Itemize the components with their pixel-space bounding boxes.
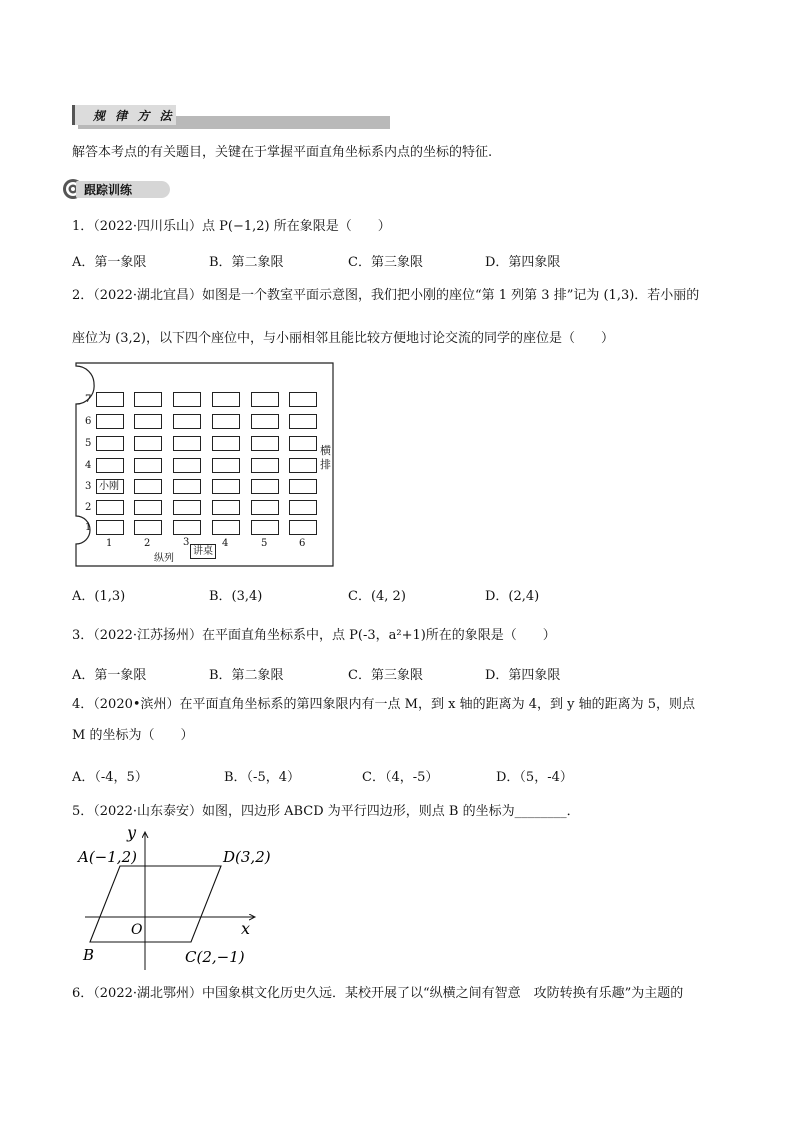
q3-option-d: D．第四象限 (485, 668, 561, 683)
seat (289, 520, 317, 535)
horizontal-row-label-2: 排 (320, 458, 331, 471)
seat (134, 500, 162, 515)
seat (134, 520, 162, 535)
seat (289, 458, 317, 473)
seat (173, 479, 201, 494)
q4-line-1: 4．（2020•滨州）在平面直角坐标系的第四象限内有一点 M，到 x 轴的距离为 4，到 y 轴的距离为 5，则点 (72, 697, 695, 712)
q4-line-2: M 的坐标为（ ） (72, 728, 194, 743)
seat (96, 392, 124, 407)
seat (251, 500, 279, 515)
column-axis-label: 纵列 (154, 553, 174, 564)
section-banner (72, 105, 390, 129)
q4-option-d: D．（5，-4） (496, 770, 573, 785)
q2-option-b: B．(3,4) (209, 589, 263, 604)
parallelogram-abcd (90, 866, 221, 942)
seat (251, 520, 279, 535)
seat (212, 436, 240, 451)
label-x-axis: x (241, 919, 251, 938)
q2-option-c: C．(4, 2) (348, 589, 406, 604)
q1-option-b: B．第二象限 (209, 255, 284, 270)
parallelogram-figure (75, 822, 285, 972)
q4-option-a: A．（-4，5） (72, 770, 148, 785)
banner-tab (72, 105, 176, 125)
q3-option-c: C．第三象限 (348, 668, 423, 683)
row-label: 6 (85, 416, 92, 427)
seat (212, 479, 240, 494)
seat (212, 414, 240, 429)
seat (289, 479, 317, 494)
q6-text: 6．（2022·湖北鄂州）中国象棋文化历史久远．某校开展了以“纵横之间有智意 攻防转换有乐趣”为主题的 (72, 986, 684, 1001)
seat (251, 414, 279, 429)
q3-option-b: B．第二象限 (209, 668, 284, 683)
seat (173, 414, 201, 429)
practice-banner (62, 178, 172, 200)
label-a: A(−1,2) (78, 848, 137, 866)
column-label: 2 (144, 538, 151, 549)
seat (251, 436, 279, 451)
row-label: 3 (85, 481, 92, 492)
lecture-desk: 讲桌 (190, 544, 216, 559)
seat (251, 458, 279, 473)
seat (134, 436, 162, 451)
label-origin: O (131, 922, 143, 938)
seat-xiaogang: 小刚 (96, 479, 124, 494)
q4-option-c: C．（4，-5） (362, 770, 439, 785)
seat (96, 458, 124, 473)
column-label: 4 (222, 538, 229, 549)
seat (251, 479, 279, 494)
seat (289, 414, 317, 429)
q2-option-a: A．(1,3) (72, 589, 126, 604)
q2-option-d: D．(2,4) (485, 589, 540, 604)
row-label: 4 (85, 460, 92, 471)
label-b: B (83, 946, 95, 964)
classroom-figure (74, 362, 335, 568)
seat (96, 500, 124, 515)
seat (173, 392, 201, 407)
seat (134, 392, 162, 407)
row-label: 5 (85, 438, 92, 449)
label-d: D(3,2) (223, 848, 271, 866)
seat (96, 436, 124, 451)
seat (96, 520, 124, 535)
seat (134, 414, 162, 429)
seat (212, 458, 240, 473)
seat (134, 458, 162, 473)
seat (212, 392, 240, 407)
q2-line-1: 2．（2022·湖北宜昌）如图是一个教室平面示意图，我们把小刚的座位“第 1 列第 3 排”记为 (1,3)．若小丽的 (72, 288, 700, 303)
seat (173, 458, 201, 473)
seat (173, 520, 201, 535)
seat (173, 500, 201, 515)
q2-line-2: 座位为 (3,2)，以下四个座位中，与小丽相邻且能比较方便地讨论交流的同学的座位是（ ） (72, 331, 614, 346)
seat (251, 392, 279, 407)
section-banner-title: 规 律 方 法 (93, 109, 175, 123)
seat (212, 500, 240, 515)
seat (212, 520, 240, 535)
row-label: 7 (85, 394, 92, 405)
seat (289, 436, 317, 451)
seat (289, 500, 317, 515)
q1-option-d: D．第四象限 (485, 255, 561, 270)
q1-option-c: C．第三象限 (348, 255, 423, 270)
q3-option-a: A．第一象限 (72, 668, 147, 683)
q1-option-a: A．第一象限 (72, 255, 147, 270)
q3-text: 3．（2022·江苏扬州）在平面直角坐标系中，点 P(-3，a²+1)所在的象限是（ ） (72, 628, 556, 643)
seat (96, 414, 124, 429)
row-label: 1 (85, 522, 92, 533)
column-label: 3 (183, 537, 190, 548)
q5-text: 5．（2022·山东泰安）如图，四边形 ABCD 为平行四边形，则点 B 的坐标为________． (72, 804, 580, 819)
practice-banner-title: 跟踪训练 (84, 183, 133, 197)
column-label: 1 (106, 538, 113, 549)
horizontal-row-label-1: 横 (320, 444, 331, 457)
coordinate-plane (75, 822, 285, 972)
row-label: 2 (85, 502, 92, 513)
label-y-axis: y (127, 823, 137, 842)
seat (134, 479, 162, 494)
column-label: 6 (299, 538, 306, 549)
seat (173, 436, 201, 451)
method-text: 解答本考点的有关题目，关键在于掌握平面直角坐标系内点的坐标的特征. (72, 145, 493, 160)
q4-option-b: B．（-5，4） (224, 770, 300, 785)
label-c: C(2,−1) (185, 948, 245, 966)
column-label: 5 (261, 538, 268, 549)
seat (289, 392, 317, 407)
q1-text: 1．（2022·四川乐山）点 P(−1,2) 所在象限是（ ） (72, 219, 391, 234)
